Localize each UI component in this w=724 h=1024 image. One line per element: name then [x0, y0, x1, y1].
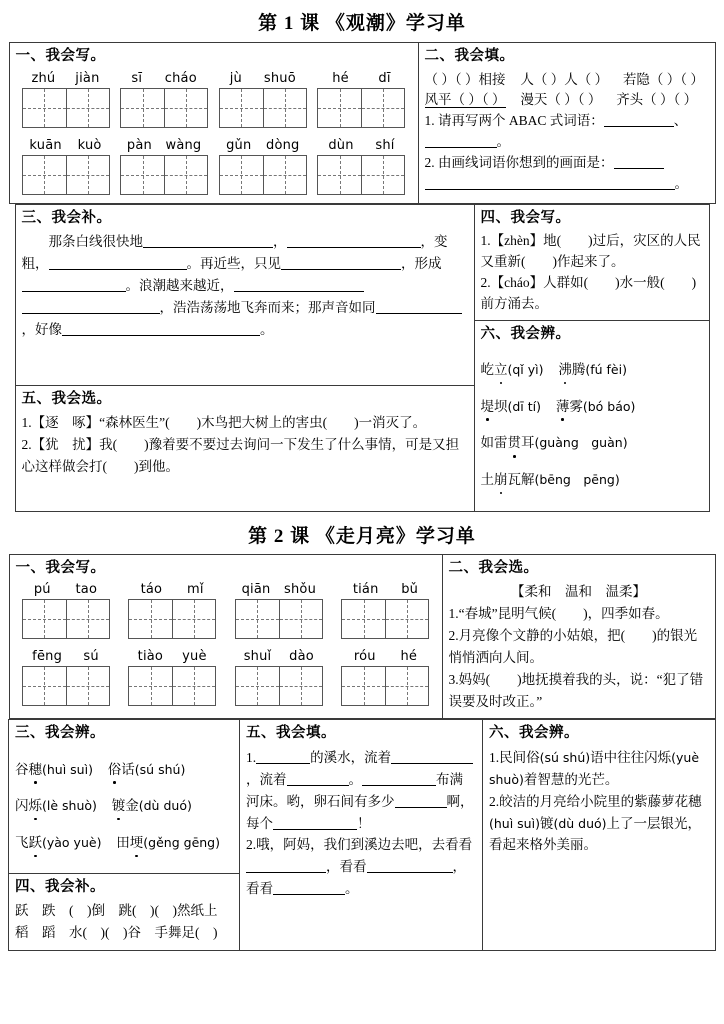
- cell-lesson1-section1: [9, 43, 418, 204]
- tianzige-box[interactable]: [22, 88, 110, 128]
- tianzige-cell[interactable]: [318, 156, 361, 194]
- question-1[interactable]: 1.【zhèn】地( )过后，灾区的人民又重新( )作起来了。: [480, 233, 701, 270]
- pinyin-label: [128, 649, 216, 664]
- tianzige-box[interactable]: [120, 88, 208, 128]
- answer-blank[interactable]: [367, 859, 453, 874]
- tianzige-box[interactable]: [22, 599, 110, 639]
- pinyin-choice[interactable]: (guàng guàn): [534, 435, 628, 451]
- tianzige-cell[interactable]: [172, 600, 215, 638]
- word-grid: [231, 649, 327, 706]
- pinyin-choice[interactable]: (yuè shuò): [489, 750, 700, 787]
- pinyin-syllable: hé: [400, 649, 418, 665]
- word-with-dot: 土崩瓦解: [481, 472, 535, 487]
- cell-lesson2-left-stack: [9, 720, 240, 951]
- tianzige-cell[interactable]: [385, 600, 428, 638]
- section3-body: [22, 231, 468, 340]
- question-1[interactable]: 1.【逐 啄】“森林医生”( )木鸟把大树上的害虫( )一消灭了。: [21, 415, 427, 431]
- idiom-line-2: [425, 90, 709, 111]
- tianzige-cell[interactable]: [236, 600, 279, 638]
- pinyin-syllable: pú: [33, 582, 51, 598]
- idiom-blank-underlined[interactable]: 风平（ ）（ ）: [424, 92, 506, 108]
- table-row: [9, 554, 715, 719]
- word-with-dot: 沸腾: [558, 362, 585, 377]
- answer-blank[interactable]: [281, 255, 401, 270]
- pinyin-syllable: jù: [229, 70, 242, 86]
- pinyin-label: [219, 71, 307, 86]
- pinyin-choice[interactable]: (dī tí): [507, 398, 542, 414]
- tianzige-cell[interactable]: [66, 600, 109, 638]
- pinyin-label: [317, 71, 405, 86]
- pinyin-choice[interactable]: (huì suì): [42, 761, 93, 777]
- pinyin-syllable: sú: [83, 649, 99, 665]
- pinyin-syllable: cháo: [164, 70, 197, 86]
- question-1-cont: [425, 132, 709, 153]
- question-text: 镀: [539, 815, 554, 831]
- pinyin-syllable: wàng: [165, 137, 202, 153]
- pinyin-choice[interactable]: (huì suì): [489, 815, 540, 831]
- tianzige-box[interactable]: [317, 88, 405, 128]
- word-grid: [231, 582, 327, 639]
- pinyin-choice[interactable]: (fú fèi): [585, 361, 627, 377]
- question-text: 的溪水，流着: [310, 750, 392, 766]
- word-grid: [124, 582, 220, 639]
- word-choices: 【柔和 温和 温柔】: [511, 584, 646, 600]
- pinyin-syllable: gǔn: [226, 137, 252, 153]
- word-with-dot: 镀金: [112, 798, 139, 813]
- pinyin-grid-row-2: [18, 138, 410, 195]
- tianzige-cell[interactable]: [236, 667, 279, 705]
- tianzige-cell[interactable]: [121, 89, 164, 127]
- distinguish-row: [15, 758, 233, 781]
- pinyin-syllable: tao: [75, 582, 98, 598]
- word-grid: [337, 582, 433, 639]
- tianzige-box[interactable]: [341, 599, 429, 639]
- tianzige-box[interactable]: [317, 155, 405, 195]
- question-text: 。: [348, 771, 362, 787]
- question-1[interactable]: 1.“春城”昆明气候( )，四季如春。: [448, 606, 669, 622]
- lesson2-title: 第 2 课 《走月亮》学习单: [248, 525, 476, 547]
- tianzige-cell[interactable]: [23, 89, 66, 127]
- cell-lesson1-right-stack: [474, 204, 709, 511]
- question-text: 布满河床。哟，卵石间有多少: [246, 771, 463, 809]
- tianzige-cell[interactable]: [66, 667, 109, 705]
- section2-body: [449, 581, 709, 712]
- pinyin-label: [341, 582, 429, 597]
- pinyin-syllable: róu: [353, 649, 376, 665]
- question-text: 1.民间俗: [489, 750, 540, 766]
- table-row: [9, 43, 715, 204]
- pinyin-choice[interactable]: (dù duó): [138, 798, 192, 814]
- passage-text: 。: [260, 321, 274, 337]
- passage-text: ，: [273, 234, 287, 250]
- question-text: 着智慧的光芒。: [523, 771, 619, 787]
- word-with-dot: 屹立: [481, 362, 508, 377]
- tianzige-box[interactable]: [235, 599, 323, 639]
- question-text: 。: [496, 134, 510, 150]
- pinyin-choice[interactable]: (bēng pēng): [534, 472, 620, 488]
- tianzige-cell[interactable]: [220, 156, 263, 194]
- word-grid: [215, 138, 311, 195]
- pinyin-label: [22, 138, 110, 153]
- pinyin-syllable: pàn: [126, 137, 152, 153]
- tianzige-box[interactable]: [219, 155, 307, 195]
- word-with-dot: 如雷贯耳: [481, 435, 535, 450]
- table-row: [9, 720, 716, 951]
- distinguish-row: [481, 468, 703, 491]
- word-grid: [124, 649, 220, 706]
- word-with-dot: 堤坝: [481, 399, 508, 414]
- section-heading: 二、我会填。: [424, 48, 515, 64]
- pinyin-syllable: hé: [332, 70, 349, 86]
- section-heading: 六、我会辨。: [489, 725, 579, 742]
- pinyin-choice[interactable]: (bó báo): [582, 398, 636, 414]
- pinyin-syllable: kuān: [29, 137, 62, 153]
- pinyin-syllable: shí: [375, 137, 395, 153]
- pinyin-syllable: dùn: [328, 137, 354, 153]
- cell-lesson2-section3: [9, 720, 239, 873]
- pinyin-choice[interactable]: (lè shuò): [42, 798, 97, 814]
- question-text: ，看看: [246, 859, 466, 897]
- tianzige-cell[interactable]: [66, 156, 109, 194]
- tianzige-cell[interactable]: [164, 156, 207, 194]
- tianzige-cell[interactable]: [279, 667, 322, 705]
- question-text: ，看看: [326, 859, 367, 875]
- answer-blank[interactable]: [256, 750, 310, 765]
- distinguish-row: [481, 431, 703, 454]
- pinyin-syllable: shǒu: [284, 582, 317, 598]
- pinyin-syllable: tiào: [137, 649, 164, 665]
- section3-body: [15, 758, 233, 855]
- fill-paragraph: [22, 231, 468, 340]
- pinyin-label: [22, 71, 110, 86]
- idiom-blank[interactable]: （ ）（ ）相接: [424, 71, 506, 87]
- question-2: [489, 791, 709, 857]
- question-text: ！: [357, 815, 371, 831]
- pinyin-syllable: sī: [131, 70, 143, 86]
- pinyin-label: [22, 649, 110, 664]
- pinyin-syllable: yuè: [182, 649, 207, 665]
- passage-text: ，变粗，: [21, 234, 448, 271]
- pinyin-syllable: dī: [378, 70, 391, 86]
- pinyin-syllable: jiàn: [75, 70, 100, 86]
- answer-blank[interactable]: [246, 859, 326, 874]
- word-grid: [313, 71, 409, 128]
- cell-lesson2-section6: [483, 720, 716, 951]
- table-row: [15, 204, 709, 385]
- cell-lesson2-section1: [9, 554, 442, 719]
- tianzige-cell[interactable]: [263, 156, 306, 194]
- word-with-dot: 谷穗: [15, 762, 42, 777]
- word-grid: [18, 71, 114, 128]
- pinyin-choice[interactable]: (gěng gēng): [143, 834, 220, 850]
- pinyin-syllable: fēng: [32, 649, 63, 665]
- cell-lesson1-section6: [475, 321, 709, 511]
- answer-blank[interactable]: [287, 771, 349, 786]
- word-grid: [18, 649, 114, 706]
- section-heading: 六、我会辨。: [480, 325, 571, 342]
- tianzige-cell[interactable]: [23, 600, 66, 638]
- cell-lesson1-section3: [15, 204, 474, 385]
- tianzige-cell[interactable]: [23, 156, 66, 194]
- pinyin-syllable: kuò: [77, 137, 102, 153]
- section4-body: [481, 231, 703, 315]
- section-heading: 四、我会补。: [15, 878, 105, 895]
- pinyin-grid-row-2: [18, 649, 434, 706]
- question-2[interactable]: 2.【犹 扰】我( )豫着要不要过去询问一下发生了什么事情，可是又担心这样做会打( )到他。: [21, 437, 460, 475]
- pinyin-syllable: dào: [289, 649, 314, 665]
- answer-blank[interactable]: [614, 155, 664, 170]
- tianzige-cell[interactable]: [263, 89, 306, 127]
- word-with-dot: 薄雾: [556, 399, 583, 414]
- section5-body: [22, 412, 468, 478]
- tianzige-box[interactable]: [128, 666, 216, 706]
- tianzige-cell[interactable]: [129, 600, 172, 638]
- idiom-line-1: [425, 70, 709, 91]
- pinyin-label: [341, 649, 429, 664]
- word-with-dot: 飞跃: [15, 835, 42, 850]
- tianzige-cell[interactable]: [342, 600, 385, 638]
- tianzige-cell[interactable]: [361, 89, 404, 127]
- pinyin-syllable: mǐ: [187, 582, 204, 598]
- lesson2-table-bottom: [8, 719, 716, 951]
- answer-blank[interactable]: [395, 793, 447, 808]
- fill-line-1[interactable]: 跃 跌 ( )倒 跳( )( )然纸上: [15, 903, 218, 919]
- distinguish-row: [481, 395, 703, 418]
- tianzige-box[interactable]: [22, 155, 110, 195]
- tianzige-cell[interactable]: [342, 667, 385, 705]
- tianzige-cell[interactable]: [66, 89, 109, 127]
- pinyin-label: [22, 582, 110, 597]
- section6-body: [481, 358, 703, 491]
- word-grid: [313, 138, 409, 195]
- pinyin-choice[interactable]: (dù duó): [553, 815, 607, 831]
- lesson1-title: 第 1 课 《观潮》学习单: [258, 13, 466, 34]
- section-heading: 二、我会选。: [448, 559, 539, 576]
- question-1: [425, 111, 709, 132]
- passage-text: ，浩浩荡荡地飞奔而来；那声音如同: [159, 299, 376, 315]
- pinyin-choice[interactable]: (sú shú): [539, 750, 591, 766]
- cell-lesson1-section4: [475, 205, 709, 321]
- tianzige-cell[interactable]: [164, 89, 207, 127]
- question-2: [425, 153, 709, 174]
- tianzige-cell[interactable]: [23, 667, 66, 705]
- distinguish-row: [15, 794, 233, 817]
- section-heading: 一、我会写。: [15, 48, 106, 64]
- tianzige-cell[interactable]: [121, 156, 164, 194]
- lesson1-table-bottom: [15, 204, 710, 512]
- passage-text: ，好像: [21, 321, 62, 337]
- tianzige-cell[interactable]: [172, 667, 215, 705]
- word-with-dot: 田埂: [116, 835, 143, 850]
- word-grid: [116, 138, 212, 195]
- pinyin-syllable: tián: [352, 582, 379, 598]
- tianzige-cell[interactable]: [385, 667, 428, 705]
- answer-blank[interactable]: [425, 176, 675, 191]
- pinyin-label: [317, 138, 405, 153]
- word-grid: [18, 582, 114, 639]
- section2-body: [425, 70, 709, 196]
- pinyin-label: [235, 649, 323, 664]
- tianzige-box[interactable]: [235, 666, 323, 706]
- tianzige-box[interactable]: [120, 155, 208, 195]
- cell-lesson1-section5: [15, 385, 474, 511]
- word-grid: [337, 649, 433, 706]
- section-heading: 一、我会写。: [15, 559, 106, 576]
- section-heading: 五、我会填。: [246, 725, 336, 742]
- question-text: 上了一层银光，看起来格外美丽。: [489, 815, 702, 853]
- answer-blank[interactable]: [376, 299, 462, 314]
- question-2: [246, 834, 476, 900]
- fill-line-2[interactable]: 稻 蹈 水( )( )谷 手舞足( ): [15, 925, 218, 941]
- pinyin-label: [235, 582, 323, 597]
- pinyin-syllable: táo: [140, 582, 163, 598]
- pinyin-grid-row-1: [18, 582, 434, 639]
- distinguish-row: [481, 358, 703, 381]
- tianzige-cell[interactable]: [279, 600, 322, 638]
- pinyin-syllable: bǔ: [401, 582, 419, 598]
- word-grid: [215, 71, 311, 128]
- section5-body: [246, 747, 476, 900]
- question-1: [246, 747, 476, 834]
- word-with-dot: 闪烁: [15, 798, 42, 813]
- word-with-dot: 俗话: [108, 762, 135, 777]
- tianzige-box[interactable]: [341, 666, 429, 706]
- question-1: [489, 747, 709, 791]
- question-text: 1. 请再写两个 ABAC 式词语：: [424, 113, 604, 129]
- idiom-blank[interactable]: 若隐（ ）（ ）: [622, 71, 704, 87]
- pinyin-syllable: dòng: [266, 137, 300, 153]
- answer-blank[interactable]: [234, 277, 364, 292]
- cell-lesson1-section2: [418, 43, 715, 204]
- idiom-blank[interactable]: 漫天（ ）（ ）: [520, 92, 602, 108]
- answer-blank[interactable]: [425, 134, 497, 149]
- question-text: ，流着: [246, 771, 287, 787]
- passage-text: 。再近些，只见: [186, 255, 281, 271]
- section4-body: [15, 900, 233, 944]
- word-grid: [18, 138, 114, 195]
- question-text: 2.哦，阿妈，我们到溪边去吧，去看看: [246, 837, 473, 853]
- question-3[interactable]: 3.妈妈( )地抚摸着我的头，说：“犯了错误要及时改正。”: [448, 671, 704, 709]
- answer-blank[interactable]: [604, 113, 674, 128]
- answer-blank[interactable]: [22, 277, 126, 292]
- question-text: 。: [345, 881, 359, 897]
- question-2[interactable]: 2.月亮像个文静的小姑娘，把( )的银光悄悄洒向人间。: [448, 628, 698, 665]
- pinyin-choice[interactable]: (sú shú): [134, 761, 186, 777]
- pinyin-grid-row-1: [18, 71, 410, 128]
- question-text: 、: [673, 113, 688, 129]
- pinyin-syllable: qiān: [241, 582, 271, 598]
- section-heading: 五、我会选。: [21, 390, 112, 407]
- pinyin-label: [219, 138, 307, 153]
- section-heading: 四、我会写。: [480, 209, 571, 226]
- question-text: 。: [674, 176, 688, 192]
- answer-blank[interactable]: [62, 321, 260, 336]
- cell-lesson2-section5: [240, 720, 483, 951]
- pinyin-choice[interactable]: (qǐ yì): [507, 361, 544, 377]
- idiom-blank[interactable]: 齐头（ ）（ ）: [616, 92, 698, 108]
- question-text: 啊，每个: [246, 793, 474, 831]
- tianzige-box[interactable]: [22, 666, 110, 706]
- lesson2-table-top: [9, 554, 716, 720]
- tianzige-cell[interactable]: [318, 89, 361, 127]
- word-grid: [116, 71, 212, 128]
- answer-blank[interactable]: [143, 234, 273, 249]
- passage-text: 。浪潮越来越近，: [125, 277, 234, 293]
- pinyin-choice[interactable]: (yào yuè): [42, 834, 102, 850]
- answer-blank[interactable]: [273, 815, 357, 830]
- question-2[interactable]: 2.【cháo】人群如( )水一般( )前方涌去。: [480, 274, 697, 311]
- question-text: 2.皎洁的月亮给小院里的紫藤萝花穗: [489, 793, 702, 809]
- pinyin-label: [120, 138, 208, 153]
- idiom-blank[interactable]: 人（ ）人（ ）: [520, 71, 609, 87]
- pinyin-label: [128, 582, 216, 597]
- passage-text: 那条白线很快地: [48, 234, 143, 250]
- tianzige-cell[interactable]: [220, 89, 263, 127]
- section-heading: 三、我会辨。: [15, 725, 105, 742]
- lesson1-table-top: [9, 42, 716, 204]
- answer-blank[interactable]: [391, 750, 473, 765]
- passage-text: ，形成: [401, 255, 442, 271]
- pinyin-syllable: shuō: [263, 70, 296, 86]
- tianzige-box[interactable]: [128, 599, 216, 639]
- pinyin-syllable: shuǐ: [243, 649, 272, 665]
- pinyin-syllable: zhú: [31, 70, 56, 86]
- question-number: 1.: [246, 750, 257, 766]
- question-text: 语中往往闪烁: [590, 750, 672, 766]
- pinyin-label: [120, 71, 208, 86]
- section6-body: [489, 747, 709, 856]
- answer-blank[interactable]: [362, 771, 436, 786]
- distinguish-row: [15, 831, 233, 854]
- tianzige-box[interactable]: [219, 88, 307, 128]
- tianzige-cell[interactable]: [361, 156, 404, 194]
- cell-lesson2-section4: [9, 874, 239, 950]
- answer-blank[interactable]: [22, 299, 160, 314]
- answer-blank[interactable]: [287, 234, 421, 249]
- answer-blank[interactable]: [49, 255, 187, 270]
- question-2-cont: [425, 174, 709, 195]
- cell-lesson2-section2: [442, 554, 715, 719]
- question-text: 2. 由画线词语你想到的画面是：: [424, 155, 614, 171]
- section-heading: 三、我会补。: [21, 209, 112, 226]
- tianzige-cell[interactable]: [129, 667, 172, 705]
- answer-blank[interactable]: [273, 881, 345, 896]
